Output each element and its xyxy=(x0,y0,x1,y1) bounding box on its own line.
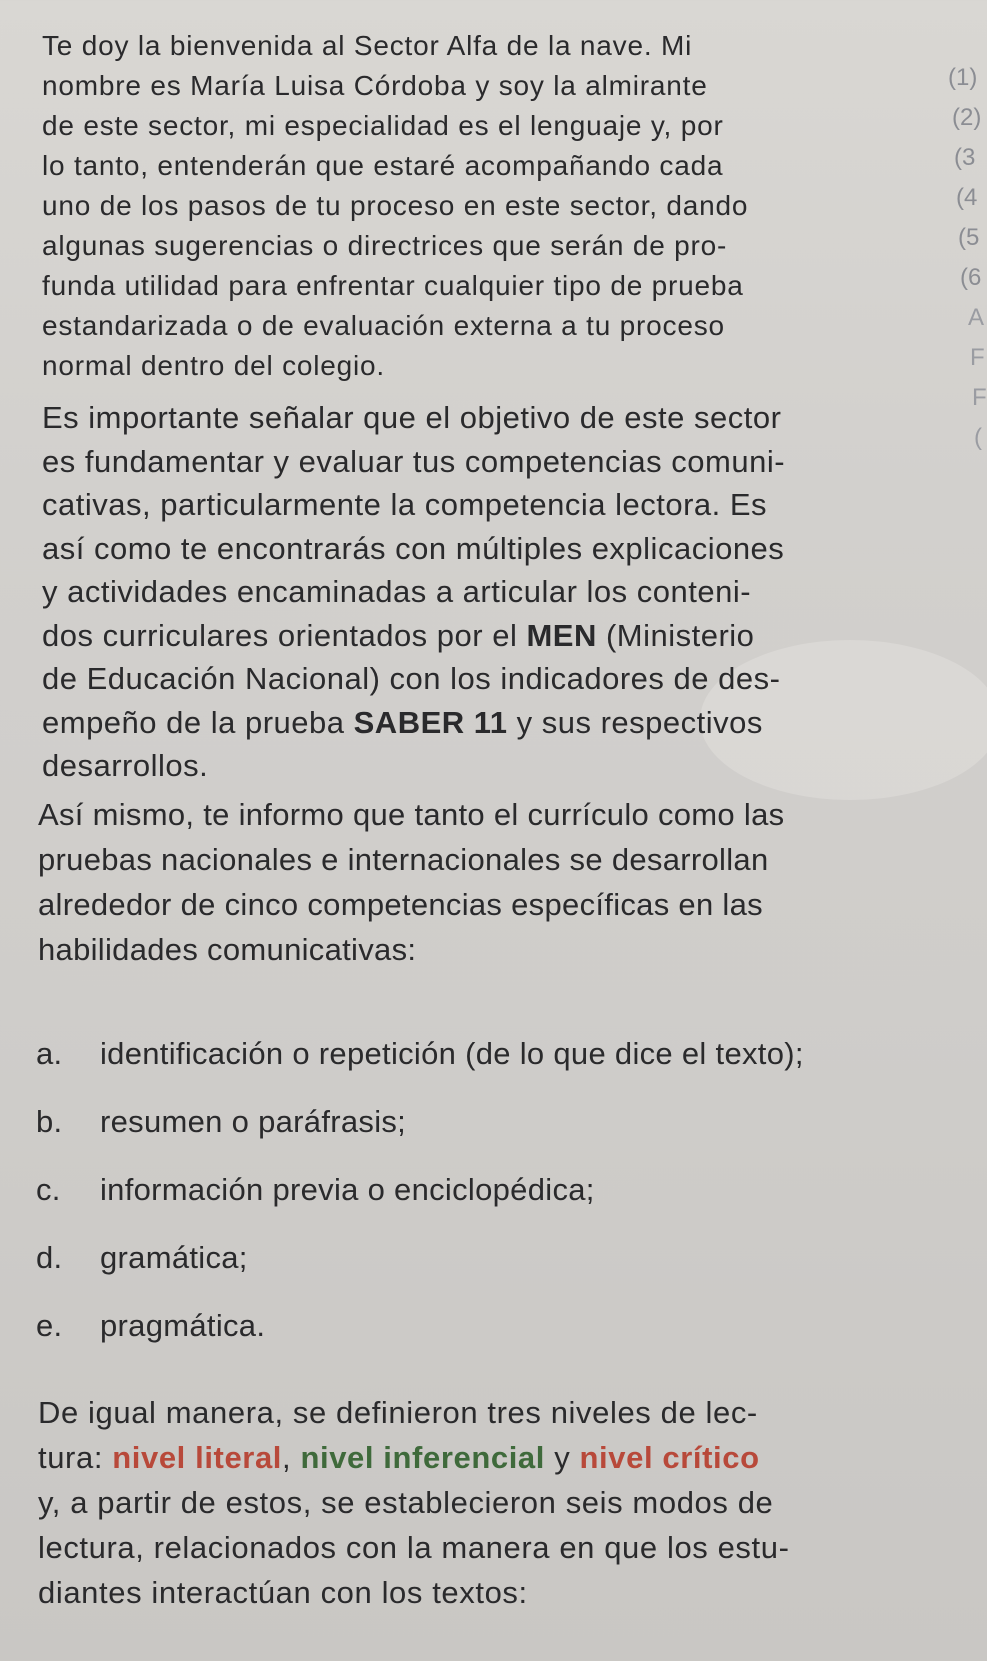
text-fragment: empeño de la prueba xyxy=(42,704,354,740)
competencies-list xyxy=(36,1020,804,1360)
objective-paragraph xyxy=(42,396,785,788)
text-line: De igual manera, se definieron tres niveles de lec- xyxy=(38,1395,758,1430)
list-item-letter: a. xyxy=(36,1036,63,1071)
text-line: alrededor de cinco competencias específicas en las xyxy=(38,887,763,922)
margin-note: F xyxy=(970,344,985,371)
margin-note: (3 xyxy=(954,144,976,171)
list-item-text: información previa o enciclopédica; xyxy=(100,1172,595,1207)
level-inferencial-term: nivel inferencial xyxy=(300,1440,545,1475)
text-line: es fundamentar y evaluar tus competencias comuni- xyxy=(42,443,786,479)
text-fragment: , xyxy=(282,1440,301,1475)
saber-bold-term: SABER 11 xyxy=(353,704,508,740)
text-line: y, a partir de estos, se establecieron seis modos de xyxy=(38,1485,774,1520)
text-line xyxy=(42,614,785,658)
margin-note: F xyxy=(972,384,987,411)
reading-levels-paragraph xyxy=(38,1390,790,1615)
margin-note: (4 xyxy=(956,184,978,211)
welcome-paragraph xyxy=(42,26,748,386)
text-fragment: tura: xyxy=(38,1440,113,1475)
text-line: lo tanto, entenderán que estaré acompañando cada xyxy=(42,150,724,181)
text-line: funda utilidad para enfrentar cualquier tipo de prueba xyxy=(42,270,744,301)
text-line: así como te encontrarás con múltiples explicaciones xyxy=(42,530,785,566)
text-line: algunas sugerencias o directrices que serán de pro- xyxy=(42,230,728,261)
text-line: habilidades comunicativas: xyxy=(38,932,417,967)
list-item xyxy=(36,1020,804,1088)
text-line: Así mismo, te informo que tanto el currículo como las xyxy=(38,797,785,832)
list-item xyxy=(36,1088,804,1156)
text-line: cativas, particularmente la competencia lectora. Es xyxy=(42,487,768,522)
margin-note: ( xyxy=(974,424,982,451)
text-line: Te doy la bienvenida al Sector Alfa de la nave. Mi xyxy=(42,30,693,61)
list-item-text: resumen o paráfrasis; xyxy=(100,1104,407,1139)
text-line xyxy=(38,1435,790,1480)
level-literal-term: nivel literal xyxy=(112,1440,283,1475)
list-item-letter: c. xyxy=(36,1172,61,1207)
competencies-intro-paragraph xyxy=(38,792,784,972)
text-line: estandarizada o de evaluación externa a tu proceso xyxy=(42,310,725,341)
margin-note: (2) xyxy=(952,104,982,131)
text-line: y actividades encaminadas a articular los conteni- xyxy=(42,574,752,609)
list-item-letter: b. xyxy=(36,1104,63,1139)
margin-note: (6 xyxy=(960,264,982,291)
text-fragment: dos curriculares orientados por el xyxy=(42,617,527,653)
text-line: pruebas nacionales e internacionales se desarrollan xyxy=(38,842,769,877)
text-line: nombre es María Luisa Córdoba y soy la almirante xyxy=(42,70,708,101)
list-item-text: pragmática. xyxy=(100,1308,266,1343)
list-item xyxy=(36,1156,804,1224)
margin-notes xyxy=(948,58,987,458)
margin-note: (1) xyxy=(948,64,978,91)
text-line xyxy=(42,701,785,745)
text-fragment: y xyxy=(544,1440,580,1475)
text-line: de Educación Nacional) con los indicadores de des- xyxy=(42,661,781,696)
list-item-text: gramática; xyxy=(100,1240,248,1275)
list-item xyxy=(36,1292,804,1360)
text-line: lectura, relacionados con la manera en que los estu- xyxy=(38,1530,790,1565)
list-item xyxy=(36,1224,804,1292)
list-item-text: identificación o repetición (de lo que dice el texto); xyxy=(100,1036,804,1071)
list-item-letter: e. xyxy=(36,1308,63,1343)
men-bold-term: MEN xyxy=(526,617,597,653)
text-line: normal dentro del colegio. xyxy=(42,350,385,381)
text-line: uno de los pasos de tu proceso en este sector, dando xyxy=(42,190,749,221)
level-critico-term: nivel crítico xyxy=(579,1440,760,1475)
text-line: desarrollos. xyxy=(42,748,209,783)
text-fragment: (Ministerio xyxy=(596,617,755,653)
text-line: Es importante señalar que el objetivo de este sector xyxy=(42,400,782,435)
text-fragment: y sus respectivos xyxy=(507,704,763,740)
text-line: de este sector, mi especialidad es el lenguaje y, por xyxy=(42,110,724,141)
list-item-letter: d. xyxy=(36,1240,63,1275)
margin-note: (5 xyxy=(958,224,980,251)
text-line: diantes interactúan con los textos: xyxy=(38,1575,528,1610)
margin-note: A xyxy=(968,304,985,331)
